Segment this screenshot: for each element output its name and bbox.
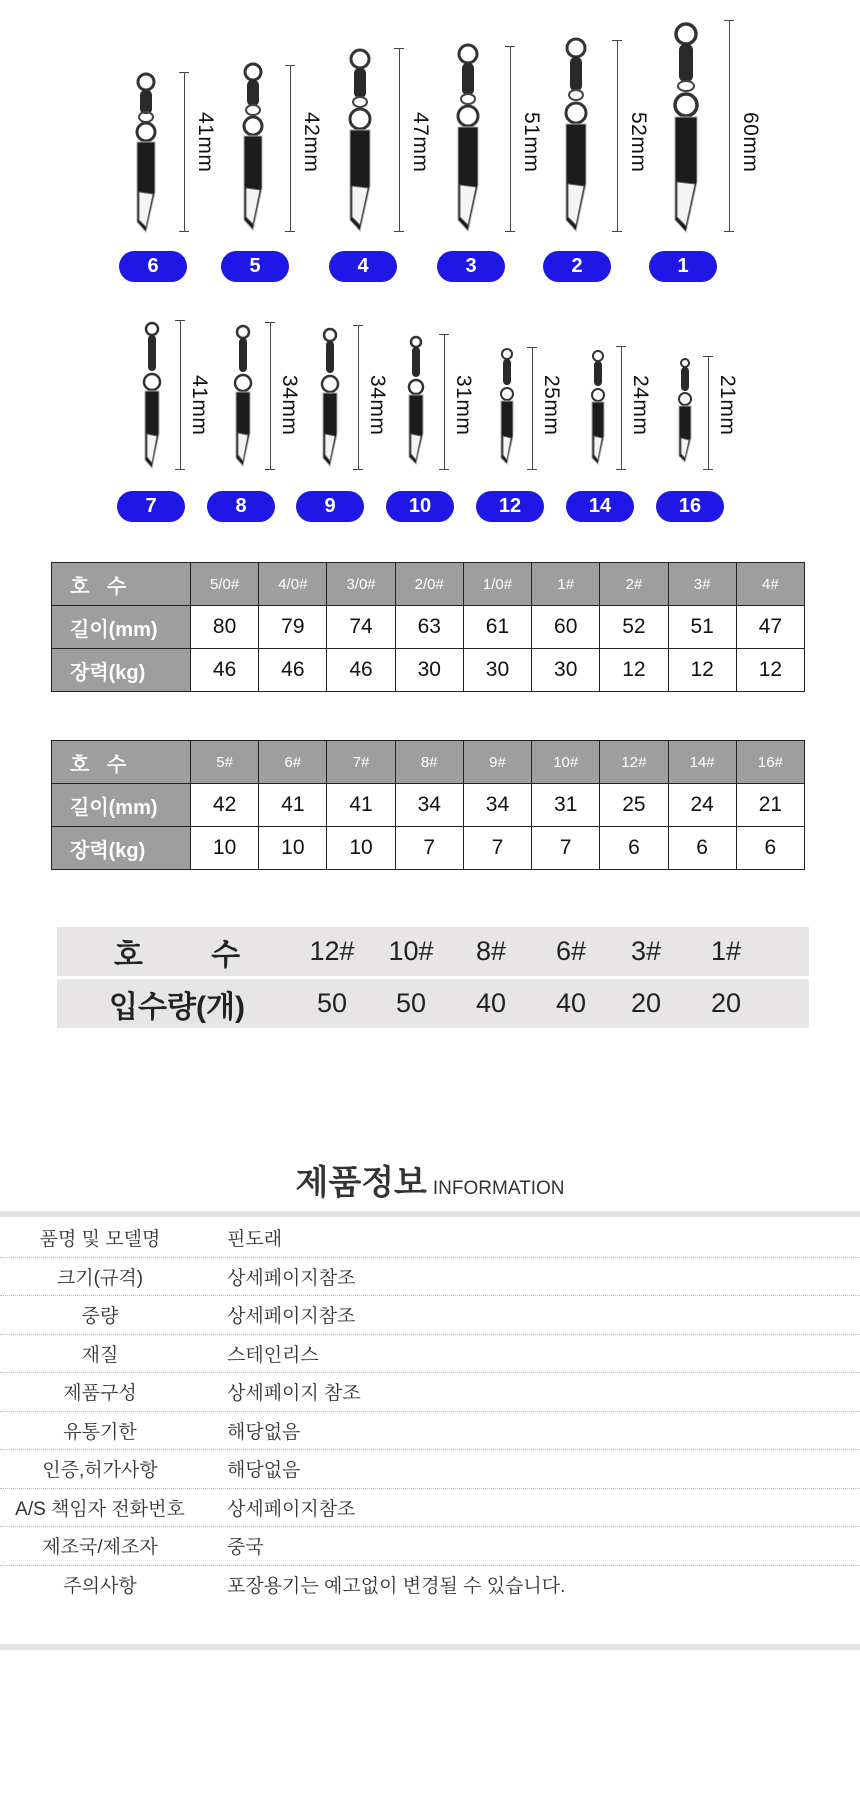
swivel-image (664, 22, 708, 236)
length-cell: 31 (532, 784, 600, 827)
dimension-line (358, 325, 359, 470)
swivel-item (449, 43, 487, 235)
table-header-row (52, 563, 805, 606)
info-title: 제품정보 (295, 1164, 427, 1202)
dimension-line (184, 72, 185, 232)
info-row (0, 1489, 860, 1528)
length-cell: 25 (600, 784, 668, 827)
size-number-badge: 4 (329, 251, 397, 282)
strength-cell: 46 (259, 649, 327, 692)
info-row (0, 1335, 860, 1374)
size-cell: 4/0# (259, 563, 327, 606)
dimension-line (180, 320, 181, 470)
quantity-size-cell: 1# (710, 936, 742, 966)
info-heading (0, 1155, 860, 1204)
size-cell: 9# (463, 741, 531, 784)
dimension-line (617, 40, 618, 232)
info-top-divider (0, 1211, 860, 1217)
size-cell: 16# (736, 741, 804, 784)
spec-table-small (51, 740, 805, 870)
swivel-item (235, 62, 271, 234)
size-cell: 4# (736, 563, 804, 606)
swivel-item (664, 22, 708, 236)
size-cell: 2# (600, 563, 668, 606)
dimension-line (708, 356, 709, 470)
swivel-row-2 (0, 300, 860, 530)
strength-cell: 6 (668, 827, 736, 870)
dimension-line (510, 46, 511, 232)
quantity-count-row (57, 979, 809, 1028)
length-header-cell: 길이(mm) (52, 784, 191, 827)
size-number-badge: 1 (649, 251, 717, 282)
size-cell: 6# (259, 741, 327, 784)
swivel-image (496, 348, 518, 468)
table-row (52, 784, 805, 827)
length-label: 41mm (194, 112, 217, 173)
size-number-badge: 10 (386, 491, 454, 522)
size-header-cell: 호 수 (52, 741, 191, 784)
info-value: 해당없음 (227, 1460, 301, 1482)
quantity-size-cell: 3# (630, 936, 662, 966)
info-subtitle: INFORMATION (432, 1178, 565, 1199)
info-key: 재질 (81, 1344, 119, 1366)
strength-header-cell: 장력(kg) (52, 827, 191, 870)
strength-cell: 10 (259, 827, 327, 870)
info-key: A/S 책임자 전화번호 (15, 1498, 185, 1520)
quantity-count-cell: 50 (395, 988, 427, 1018)
dimension-line (270, 322, 271, 470)
strength-cell: 7 (395, 827, 463, 870)
length-cell: 61 (463, 606, 531, 649)
quantity-size-cell: 8# (475, 936, 507, 966)
size-number-badge: 8 (207, 491, 275, 522)
swivel-item (317, 328, 343, 470)
info-value: 상세페이지참조 (227, 1267, 356, 1289)
length-cell: 24 (668, 784, 736, 827)
quantity-size-cell: 12# (309, 936, 355, 966)
swivel-image (317, 328, 343, 470)
info-list (0, 1219, 860, 1603)
length-cell: 34 (395, 784, 463, 827)
length-label: 42mm (300, 112, 323, 173)
size-cell: 14# (668, 741, 736, 784)
length-cell: 80 (191, 606, 259, 649)
length-label: 31mm (452, 375, 475, 436)
size-number-badge: 12 (476, 491, 544, 522)
dimension-line (399, 48, 400, 232)
dimension-line (729, 20, 730, 232)
size-cell: 3/0# (327, 563, 395, 606)
length-cell: 41 (327, 784, 395, 827)
info-bottom-divider (0, 1644, 860, 1650)
strength-cell: 10 (191, 827, 259, 870)
length-label: 34mm (278, 375, 301, 436)
swivel-item (139, 322, 165, 472)
info-key: 중량 (81, 1306, 119, 1328)
swivel-image (675, 358, 695, 466)
length-cell: 60 (532, 606, 600, 649)
quantity-count-cell: 40 (475, 988, 507, 1018)
table-row (52, 827, 805, 870)
length-label: 41mm (188, 375, 211, 436)
size-number-badge: 5 (221, 251, 289, 282)
dimension-line (532, 347, 533, 470)
strength-cell: 12 (736, 649, 804, 692)
quantity-size-row (57, 927, 809, 976)
dimension-line (621, 346, 622, 470)
quantity-size-cell: 6# (555, 936, 587, 966)
table-row (52, 606, 805, 649)
table-row (52, 649, 805, 692)
length-label: 52mm (627, 112, 650, 173)
strength-cell: 30 (463, 649, 531, 692)
size-cell: 3# (668, 563, 736, 606)
swivel-item (587, 350, 609, 468)
swivel-item (496, 348, 518, 468)
strength-header-cell: 장력(kg) (52, 649, 191, 692)
strength-cell: 30 (395, 649, 463, 692)
info-key: 주의사항 (63, 1575, 137, 1597)
length-header-cell: 길이(mm) (52, 606, 191, 649)
info-value: 해당없음 (227, 1421, 301, 1443)
length-cell: 74 (327, 606, 395, 649)
size-number-badge: 6 (119, 251, 187, 282)
swivel-image (235, 62, 271, 234)
swivel-item (128, 72, 164, 237)
length-label: 34mm (366, 375, 389, 436)
info-row (0, 1412, 860, 1451)
strength-cell: 7 (532, 827, 600, 870)
strength-cell: 6 (600, 827, 668, 870)
length-cell: 51 (668, 606, 736, 649)
info-key: 제조국/제조자 (42, 1537, 158, 1559)
dimension-line (444, 334, 445, 470)
table-header-row (52, 741, 805, 784)
info-row (0, 1219, 860, 1258)
quantity-count-cell: 40 (555, 988, 587, 1018)
length-label: 25mm (540, 375, 563, 436)
quantity-count-cell: 50 (316, 988, 348, 1018)
info-row (0, 1566, 860, 1604)
info-key: 품명 및 모델명 (39, 1229, 161, 1251)
length-cell: 63 (395, 606, 463, 649)
swivel-image (341, 48, 379, 235)
swivel-item (404, 336, 428, 468)
size-header-cell: 호 수 (52, 563, 191, 606)
info-key: 크기(규격) (56, 1267, 144, 1289)
quantity-count-cell: 20 (630, 988, 662, 1018)
size-number-badge: 7 (117, 491, 185, 522)
swivel-image (230, 325, 256, 470)
quantity-size-cell: 10# (388, 936, 434, 966)
info-key: 유통기한 (63, 1421, 137, 1443)
size-number-badge: 3 (437, 251, 505, 282)
swivel-image (404, 336, 428, 468)
size-number-badge: 16 (656, 491, 724, 522)
size-cell: 10# (532, 741, 600, 784)
length-label: 47mm (409, 112, 432, 173)
quantity-count-cell: 20 (710, 988, 742, 1018)
length-cell: 34 (463, 784, 531, 827)
size-number-badge: 2 (543, 251, 611, 282)
swivel-item (556, 37, 596, 235)
swivel-image (139, 322, 165, 472)
length-cell: 21 (736, 784, 804, 827)
info-row (0, 1258, 860, 1297)
length-cell: 42 (191, 784, 259, 827)
size-cell: 1/0# (463, 563, 531, 606)
info-value: 핀도래 (227, 1229, 283, 1251)
info-value: 상세페이지 참조 (227, 1383, 361, 1405)
spec-table-large (51, 562, 805, 692)
info-key: 제품구성 (63, 1383, 137, 1405)
swivel-item (341, 48, 379, 235)
info-value: 스테인리스 (227, 1344, 319, 1366)
length-cell: 79 (259, 606, 327, 649)
swivel-image (556, 37, 596, 235)
info-value: 상세페이지참조 (227, 1498, 356, 1520)
strength-cell: 46 (191, 649, 259, 692)
size-cell: 2/0# (395, 563, 463, 606)
info-key: 인증,허가사항 (42, 1460, 158, 1482)
swivel-image (587, 350, 609, 468)
size-cell: 7# (327, 741, 395, 784)
size-cell: 5# (191, 741, 259, 784)
dimension-line (290, 65, 291, 232)
strength-cell: 10 (327, 827, 395, 870)
length-cell: 47 (736, 606, 804, 649)
info-row (0, 1450, 860, 1489)
size-number-badge: 9 (296, 491, 364, 522)
strength-cell: 46 (327, 649, 395, 692)
length-label: 51mm (520, 112, 543, 173)
size-cell: 1# (532, 563, 600, 606)
info-value: 중국 (227, 1537, 264, 1559)
size-cell: 12# (600, 741, 668, 784)
info-row (0, 1296, 860, 1335)
length-cell: 41 (259, 784, 327, 827)
quantity-size-label: 호 수 (113, 938, 241, 972)
quantity-count-label: 입수량(개) (109, 990, 245, 1024)
swivel-image (128, 72, 164, 237)
swivel-item (230, 325, 256, 470)
quantity-table (57, 927, 809, 1031)
strength-cell: 7 (463, 827, 531, 870)
strength-cell: 12 (668, 649, 736, 692)
swivel-row-1 (0, 0, 860, 290)
info-row (0, 1373, 860, 1412)
swivel-image (449, 43, 487, 235)
strength-cell: 6 (736, 827, 804, 870)
swivel-item (675, 358, 695, 466)
info-value: 포장용기는 예고없이 변경될 수 있습니다. (227, 1575, 566, 1597)
size-cell: 8# (395, 741, 463, 784)
strength-cell: 30 (532, 649, 600, 692)
info-value: 상세페이지참조 (227, 1306, 356, 1328)
strength-cell: 12 (600, 649, 668, 692)
length-label: 21mm (716, 375, 739, 436)
length-cell: 52 (600, 606, 668, 649)
info-row (0, 1527, 860, 1566)
size-cell: 5/0# (191, 563, 259, 606)
size-number-badge: 14 (566, 491, 634, 522)
length-label: 60mm (739, 112, 762, 173)
length-label: 24mm (629, 375, 652, 436)
